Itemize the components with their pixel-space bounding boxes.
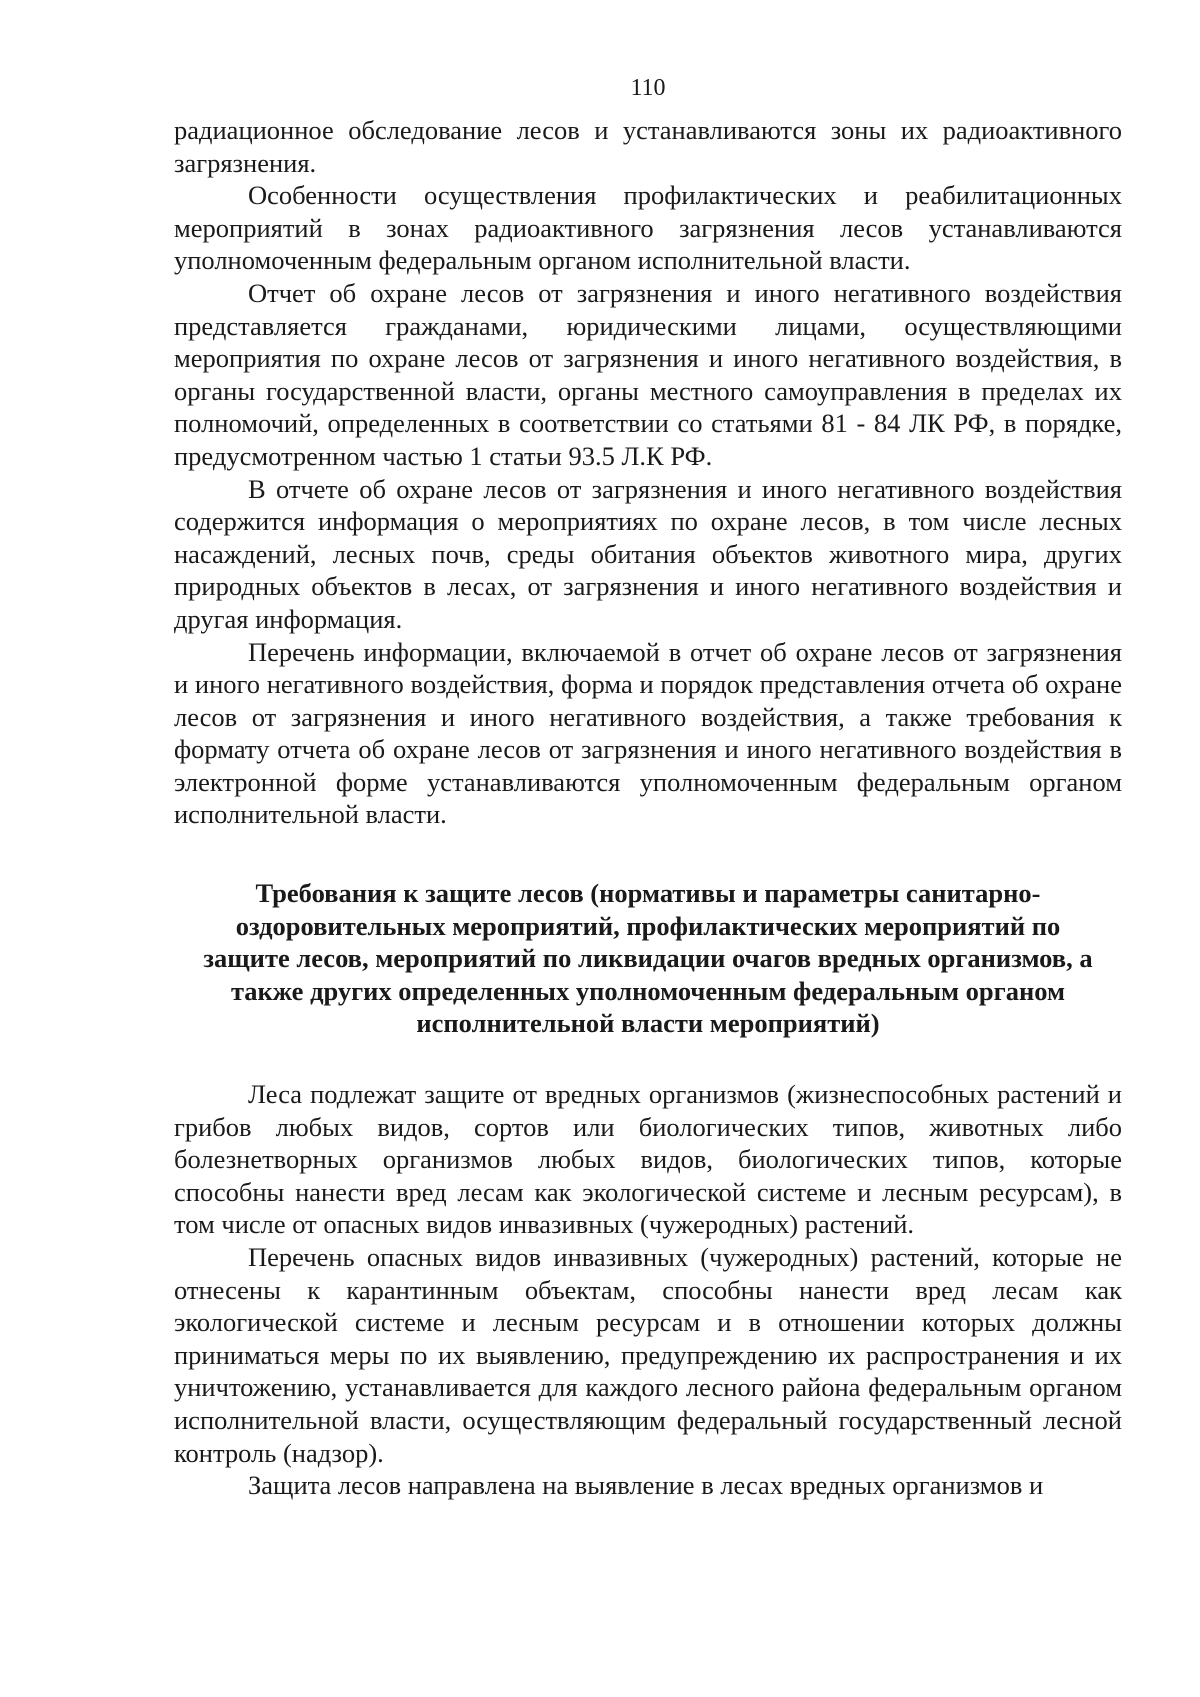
paragraph: радиационное обследование лесов и устанавливаются зоны их радиоактивного загрязнения. <box>174 115 1122 178</box>
paragraph: Отчет об охране лесов от загрязнения и иного негативного воздействия представляется гражданами, юридическими лицами, осуществляющими мероприятия по охране лесов от загрязнения и иного негативного воздействия, в органы государственной власти, органы местного самоуправления в пределах их полномочий, определенных в соответствии со статьями 81 - 84 ЛК РФ, в порядке, предусмотренном частью 1 статьи 93.5 Л.К РФ. <box>174 277 1122 471</box>
paragraph: Защита лесов направлена на выявление в лесах вредных организмов и <box>248 1470 1044 1501</box>
paragraph: Особенности осуществления профилактических и реабилитационных мероприятий в зонах радиоактивного загрязнения лесов устанавливаются уполномоченным федеральным органом исполнительной власти. <box>174 180 1122 276</box>
section-heading: Требования к защите лесов (нормативы и параметры санитарно-оздоровительных мероприятий, профилактических мероприятий по защите лесов, мероприятий по ликвидации очагов вредных организмов, а также других определенных уполномоченным федеральным органом исполнительной власти мероприятий) <box>203 878 1093 1039</box>
paragraph: Перечень информации, включаемой в отчет об охране лесов от загрязнения и иного негативного воздействия, форма и порядок представления отчета об охране лесов от загрязнения и иного негативного воздействия, а также требования к формату отчета об охране лесов от загрязнения и иного негативного воздействия в электронной форме устанавливаются уполномоченным федеральным органом исполнительной власти. <box>174 636 1122 830</box>
paragraph: Леса подлежат защите от вредных организмов (жизнеспособных растений и грибов любых видов, сортов или биологических типов, животных либо болезнетворных организмов любых видов, биологических типов, которые способны нанести вред лесам как экологической системе и лесным ресурсам), в том числе от опасных видов инвазивных (чужеродных) растений. <box>174 1079 1122 1240</box>
paragraph: Перечень опасных видов инвазивных (чужеродных) растений, которые не отнесены к карантинным объектам, способны нанести вред лесам как экологической системе и лесным ресурсам и в отношении которых должны приниматься меры по их выявлению, предупреждению их распространения и их уничтожению, устанавливается для каждого лесного района федеральным органом исполнительной власти, осуществляющим федеральный государственный лесной контроль (надзор). <box>174 1242 1122 1468</box>
page-number: 110 <box>630 75 666 101</box>
document-body <box>174 114 1122 1502</box>
paragraph: В отчете об охране лесов от загрязнения и иного негативного воздействия содержится информация о мероприятиях по охране лесов, в том числе лесных насаждений, лесных почв, среды обитания объектов животного мира, других природных объектов в лесах, от загрязнения и иного негативного воздействия и другая информация. <box>174 473 1122 634</box>
